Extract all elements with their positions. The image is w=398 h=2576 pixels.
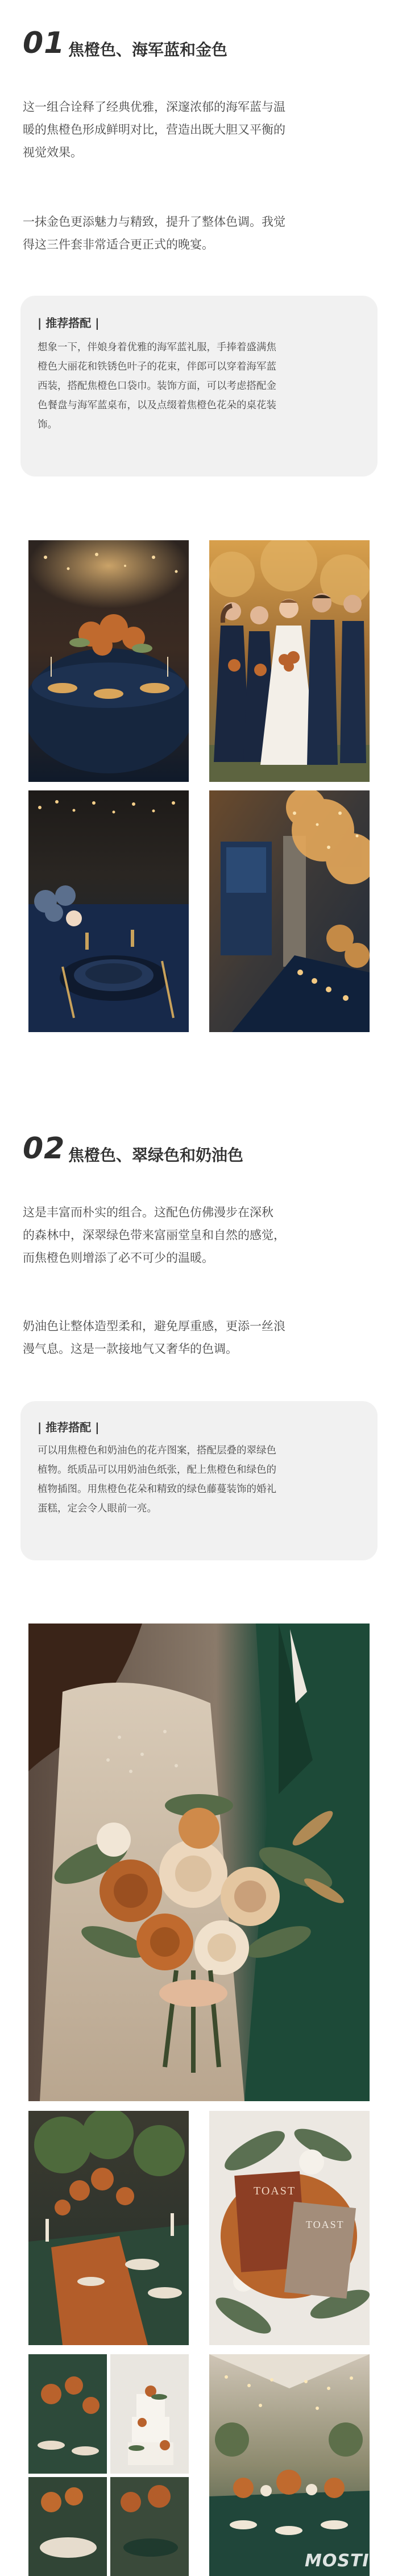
card-line: 蛋糕，定会令人眼前一亮。 xyxy=(38,1503,157,1514)
watermark-logo: MOSTI xyxy=(305,2551,370,2571)
section-2-title: 焦橙色、翠绿色和奶油色 xyxy=(68,1146,244,1165)
rust-cream-bouquet-photo xyxy=(28,1624,370,2101)
invitation-card-title-2: TOAST xyxy=(306,2219,345,2230)
emerald-rust-collage-photo xyxy=(28,2354,189,2576)
paragraph-line: 而焦橙色则增添了必不可少的温暖。 xyxy=(23,1251,214,1265)
card-line: 植物。纸质品可以用奶油色纸张，配上焦橙色和绿色的 xyxy=(38,1464,276,1476)
candlelit-hall-table-photo xyxy=(209,790,370,1032)
section-1-number: 01 xyxy=(23,26,65,60)
paragraph-line: 漫气息。这是一款接地气又奢华的色调。 xyxy=(23,1342,238,1356)
paragraph-line: 一抹金色更添魅力与精致，提升了整体色调。我觉 xyxy=(23,215,285,229)
paragraph-line: 暖的焦橙色形成鲜明对比，营造出既大胆又平衡的 xyxy=(23,123,285,136)
terracotta-invitation-card-photo xyxy=(209,2111,370,2345)
invitation-card-title: TOAST xyxy=(254,2185,296,2197)
section-1-title: 焦橙色、海军蓝和金色 xyxy=(68,40,228,59)
section-1-paragraph-1 xyxy=(23,96,375,164)
card-title: | 推荐搭配 | xyxy=(38,316,100,330)
card-line: 想象一下，伴娘身着优雅的海军蓝礼服，手捧着盛满焦 xyxy=(38,342,276,353)
card-line: 色餐盘与海军蓝桌布，以及点缀着焦橙色花朵的桌花装 xyxy=(38,400,276,411)
paragraph-line: 这是丰富而朴实的组合。这配色仿佛漫步在深秋 xyxy=(23,1206,273,1219)
card-text xyxy=(38,338,367,434)
card-line: 饰。 xyxy=(38,419,57,430)
section-2-number: 02 xyxy=(23,1132,65,1166)
section-2-paragraph-1 xyxy=(23,1201,375,1269)
card-line: 可以用焦橙色和奶油色的花卉图案，搭配层叠的翠绿色 xyxy=(38,1445,276,1456)
emerald-rust-table-photo xyxy=(28,2111,189,2345)
card-line: 西装，搭配焦橙色口袋巾。装饰方面，可以考虑搭配金 xyxy=(38,380,276,392)
section-1-recommend-card xyxy=(20,296,378,477)
section-2-recommend-card xyxy=(20,1401,378,1560)
navy-orange-reception-table-photo xyxy=(28,540,189,782)
card-line: 橙色大丽花和铁锈色叶子的花束，伴郎可以穿着海军蓝 xyxy=(38,361,276,372)
paragraph-line: 的森林中，深翠绿色带来富丽堂皇和自然的感觉， xyxy=(23,1228,285,1242)
section-2-paragraph-2 xyxy=(23,1315,375,1360)
paragraph-line: 得这三件套非常适合更正式的晚宴。 xyxy=(23,238,214,251)
card-text xyxy=(38,1441,367,1518)
section-1-paragraph-2 xyxy=(23,210,375,256)
tented-reception-photo xyxy=(209,2354,370,2576)
paragraph-line: 这一组合诠释了经典优雅，深邃浓郁的海军蓝与温 xyxy=(23,100,285,114)
paragraph-line: 奶油色让整体造型柔和，避免厚重感，更添一丝浪 xyxy=(23,1319,285,1333)
card-title: | 推荐搭配 | xyxy=(38,1420,100,1434)
navy-gold-place-setting-photo xyxy=(28,790,189,1032)
paragraph-line: 视觉效果。 xyxy=(23,146,82,159)
bridal-party-navy-photo xyxy=(209,540,370,782)
card-line: 植物插图。用焦橙色花朵和精致的绿色藤蔓装饰的婚礼 xyxy=(38,1484,276,1495)
